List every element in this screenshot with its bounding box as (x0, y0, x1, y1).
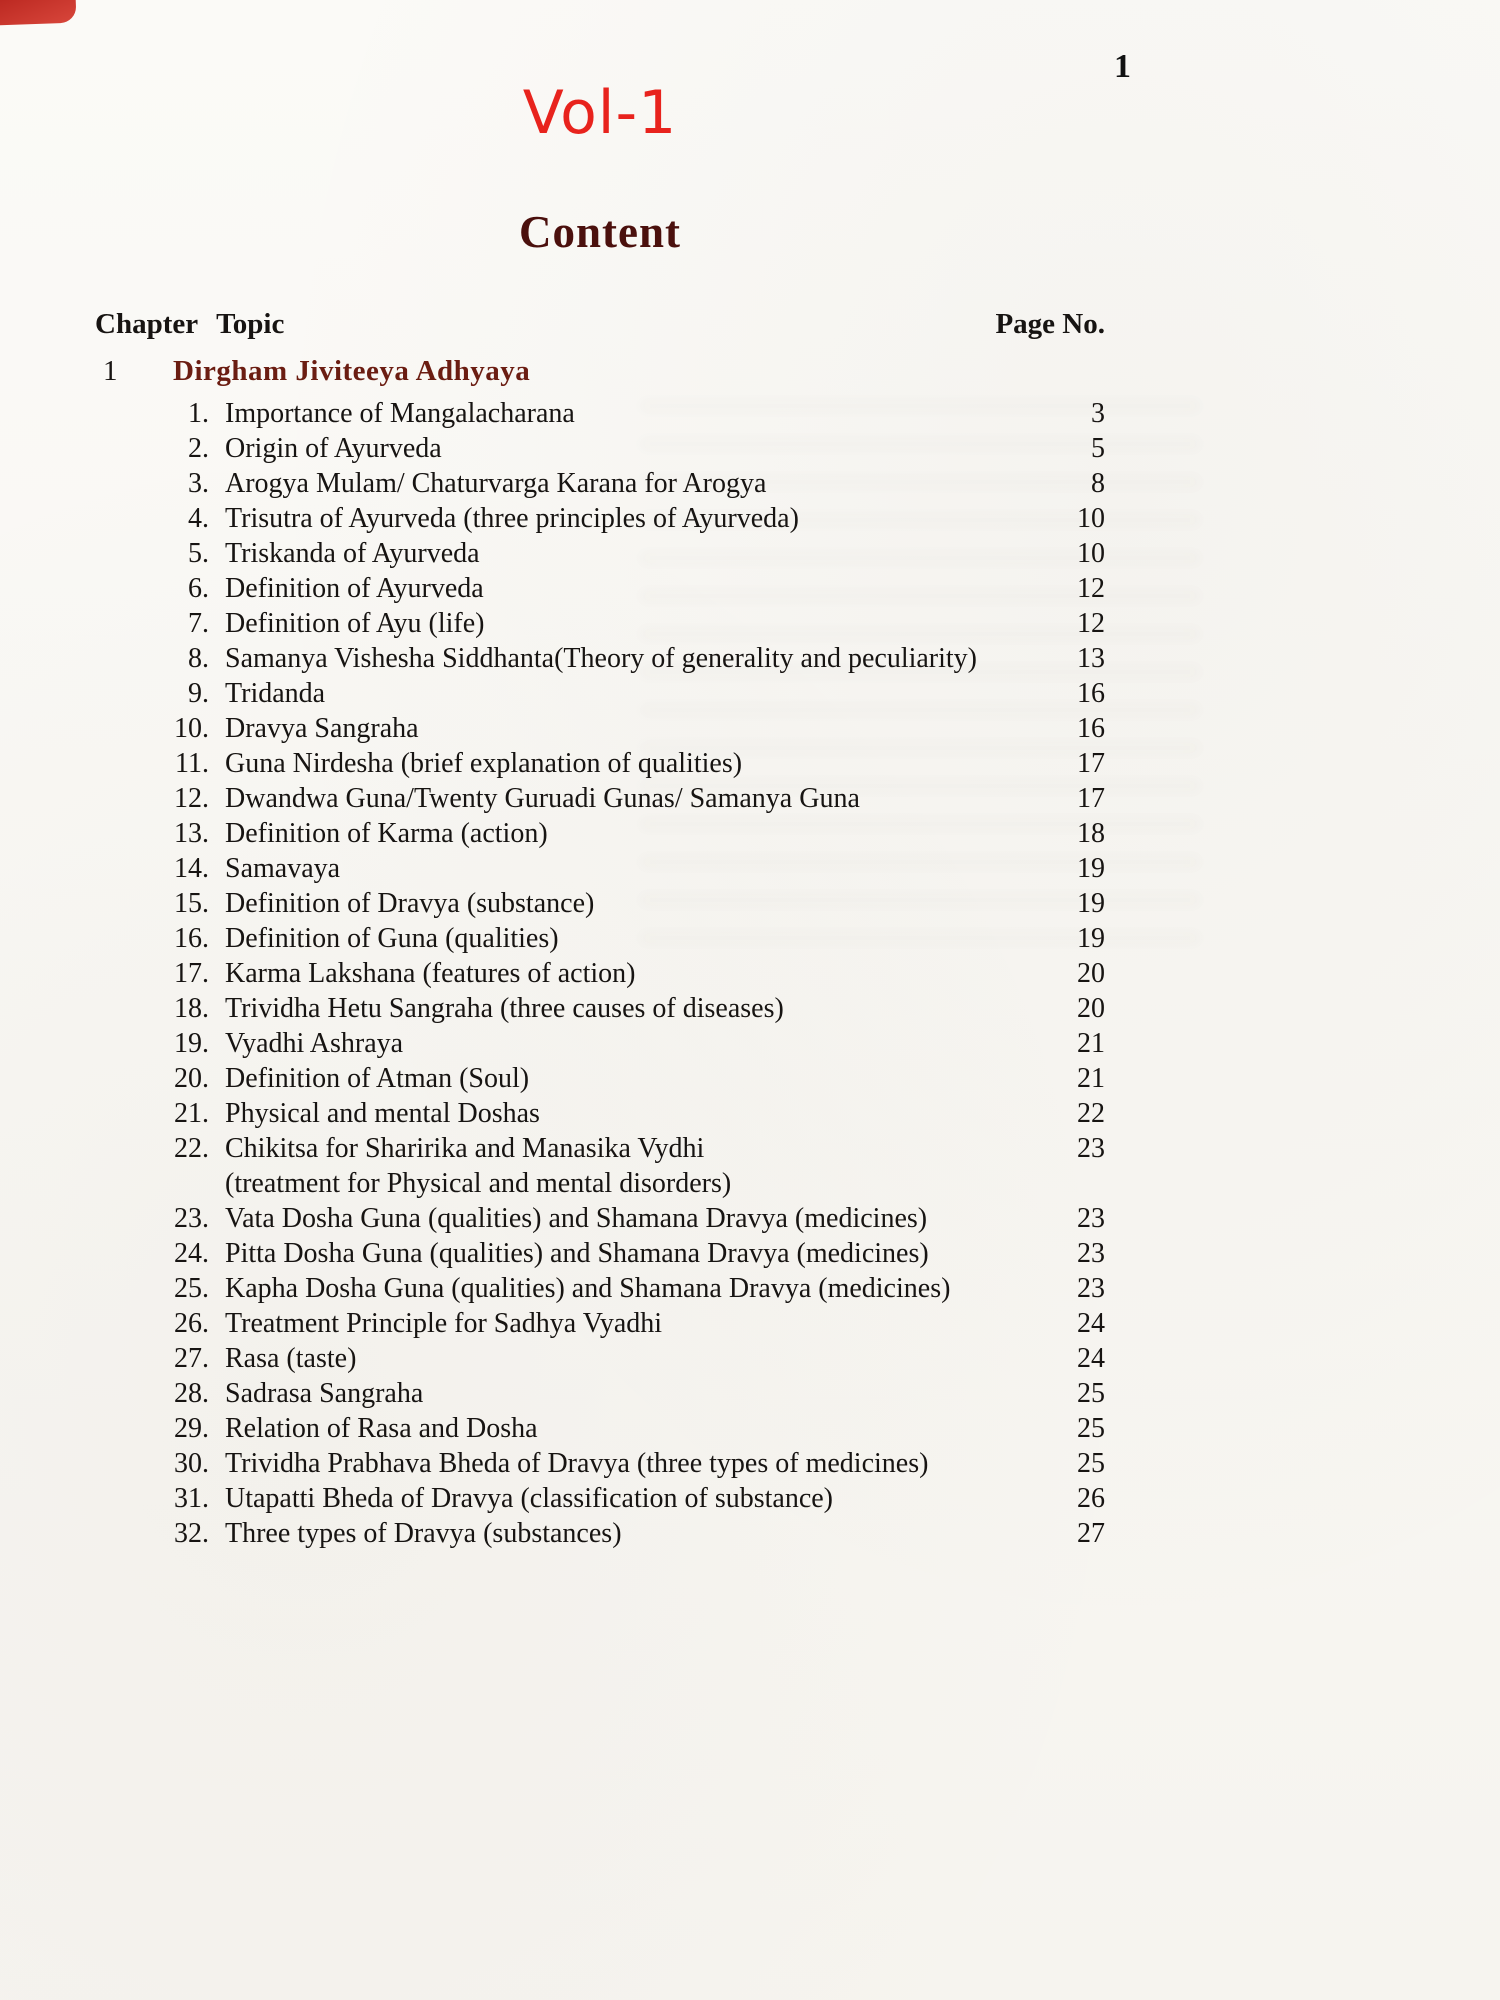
toc-item-row (143, 1376, 1105, 1411)
item-number: 1. (188, 398, 209, 429)
item-page-number: 19 (1077, 923, 1105, 954)
item-title: Sadrasa Sangraha (225, 1378, 424, 1409)
item-page-number: 18 (1077, 818, 1105, 849)
item-page-number: 12 (1077, 573, 1105, 604)
topic-column-label: Topic (216, 308, 285, 340)
toc-item-row (143, 1341, 1105, 1376)
chapter-number: 1 (103, 355, 118, 387)
item-number: 32. (174, 1518, 209, 1549)
item-page-number: 20 (1077, 993, 1105, 1024)
item-title: Definition of Ayurveda (225, 573, 484, 604)
item-page-number: 10 (1077, 538, 1105, 569)
item-number: 31. (174, 1483, 209, 1514)
item-title: Dwandwa Guna/Twenty Guruadi Gunas/ Samanya Guna (225, 783, 860, 814)
item-number: 21. (174, 1098, 209, 1129)
item-number: 23. (174, 1203, 209, 1234)
item-number: 19. (174, 1028, 209, 1059)
item-number: 22. (174, 1133, 209, 1164)
item-title: Samanya Vishesha Siddhanta(Theory of generality and peculiarity) (225, 643, 978, 674)
volume-title: Vol-1 (522, 78, 678, 148)
item-number: 3. (188, 468, 209, 499)
item-number: 12. (174, 783, 209, 814)
item-page-number: 13 (1077, 643, 1105, 674)
item-page-number: 16 (1077, 678, 1105, 709)
item-title: Definition of Dravya (substance) (225, 888, 595, 919)
item-page-number: 23 (1077, 1203, 1105, 1234)
item-number: 25. (174, 1273, 209, 1304)
toc-item-row (143, 1096, 1105, 1131)
item-number: 18. (174, 993, 209, 1024)
corner-page-number: 1 (1114, 48, 1131, 85)
item-number: 30. (174, 1448, 209, 1479)
item-number: 15. (174, 888, 209, 919)
item-page-number: 23 (1077, 1133, 1105, 1164)
item-page-number: 5 (1091, 433, 1105, 464)
item-title: Dravya Sangraha (225, 713, 419, 744)
toc-item-row (143, 886, 1105, 921)
item-title: Definition of Atman (Soul) (225, 1063, 530, 1094)
item-page-number: 26 (1077, 1483, 1105, 1514)
item-page-number: 24 (1077, 1308, 1105, 1339)
item-title: Definition of Ayu (life) (225, 608, 485, 639)
item-title: Relation of Rasa and Dosha (225, 1413, 538, 1444)
toc-items (95, 396, 1105, 1551)
item-title: Samavaya (225, 853, 341, 884)
chapter-row (95, 355, 1105, 388)
toc-item-row (143, 1306, 1105, 1341)
item-page-number: 12 (1077, 608, 1105, 639)
item-title: Vata Dosha Guna (qualities) and Shamana Dravya (medicines) (225, 1203, 928, 1234)
item-title: Treatment Principle for Sadhya Vyadhi (225, 1308, 663, 1339)
item-number: 2. (188, 433, 209, 464)
item-title: Rasa (taste) (225, 1343, 357, 1374)
toc-item-row (143, 921, 1105, 956)
toc-item-row (143, 1411, 1105, 1446)
item-number: 17. (174, 958, 209, 989)
item-title: Chikitsa for Sharirika and Manasika Vydhi (treatment for Physical and mental disorders) (225, 1131, 1033, 1201)
chapter-title: Dirgham Jiviteeya Adhyaya (173, 355, 531, 387)
item-title: Tridanda (225, 678, 326, 709)
item-title: Importance of Mangalacharana (225, 398, 575, 429)
toc-item-row (143, 1446, 1105, 1481)
chapter-column-label: Chapter (95, 308, 199, 340)
item-page-number: 10 (1077, 503, 1105, 534)
toc-item-row (143, 851, 1105, 886)
item-page-number: 16 (1077, 713, 1105, 744)
toc-item-row (143, 1236, 1105, 1271)
item-number: 13. (174, 818, 209, 849)
toc-item-row (143, 1481, 1105, 1516)
item-number: 20. (174, 1063, 209, 1094)
item-page-number: 25 (1077, 1448, 1105, 1479)
item-title: Guna Nirdesha (brief explanation of qualities) (225, 748, 743, 779)
toc-item-row (143, 711, 1105, 746)
item-title: Vyadhi Ashraya (225, 1028, 404, 1059)
toc-item-row (143, 431, 1105, 466)
toc-item-row (143, 676, 1105, 711)
toc-item-row (143, 816, 1105, 851)
item-page-number: 19 (1077, 888, 1105, 919)
item-number: 26. (174, 1308, 209, 1339)
item-page-number: 20 (1077, 958, 1105, 989)
toc-item-row (143, 501, 1105, 536)
item-title: Physical and mental Doshas (225, 1098, 540, 1129)
item-number: 8. (188, 643, 209, 674)
item-title: Origin of Ayurveda (225, 433, 442, 464)
item-number: 14. (174, 853, 209, 884)
item-number: 6. (188, 573, 209, 604)
item-page-number: 22 (1077, 1098, 1105, 1129)
item-page-number: 23 (1077, 1238, 1105, 1269)
item-title: Kapha Dosha Guna (qualities) and Shamana Dravya (medicines) (225, 1273, 951, 1304)
item-number: 16. (174, 923, 209, 954)
item-page-number: 17 (1077, 783, 1105, 814)
toc-item-row (143, 746, 1105, 781)
toc-item-row (143, 396, 1105, 431)
item-title: Arogya Mulam/ Chaturvarga Karana for Arogya (225, 468, 767, 499)
page-title: Content (519, 207, 681, 257)
item-number: 10. (174, 713, 209, 744)
item-number: 5. (188, 538, 209, 569)
item-title: Definition of Karma (action) (225, 818, 548, 849)
item-number: 4. (188, 503, 209, 534)
toc-content (95, 78, 1105, 1551)
toc-item-row (143, 991, 1105, 1026)
toc-item-row (143, 606, 1105, 641)
item-page-number: 23 (1077, 1273, 1105, 1304)
item-page-number: 19 (1077, 853, 1105, 884)
item-page-number: 17 (1077, 748, 1105, 779)
item-page-number: 8 (1091, 468, 1105, 499)
item-title-line2: (treatment for Physical and mental disorders) (225, 1168, 732, 1199)
item-title: Pitta Dosha Guna (qualities) and Shamana Dravya (medicines) (225, 1238, 929, 1269)
item-number: 29. (174, 1413, 209, 1444)
chapter-topic-header (95, 308, 302, 341)
page-no-column-label: Page No. (995, 308, 1105, 340)
item-number: 7. (188, 608, 209, 639)
item-title: Karma Lakshana (features of action) (225, 958, 636, 989)
corner-red-mark (0, 0, 76, 25)
item-title: Three types of Dravya (substances) (225, 1518, 622, 1549)
table-header (95, 308, 1105, 341)
item-title: Trisutra of Ayurveda (three principles of Ayurveda) (225, 503, 799, 534)
toc-item-row (143, 571, 1105, 606)
toc-item-row (143, 1271, 1105, 1306)
toc-item-row (143, 1516, 1105, 1551)
item-page-number: 25 (1077, 1413, 1105, 1444)
toc-item-row (143, 1131, 1105, 1201)
item-page-number: 25 (1077, 1378, 1105, 1409)
item-number: 24. (174, 1238, 209, 1269)
item-title: Definition of Guna (qualities) (225, 923, 559, 954)
item-title: Trividha Hetu Sangraha (three causes of diseases) (225, 993, 784, 1024)
item-page-number: 21 (1077, 1063, 1105, 1094)
item-title: Trividha Prabhava Bheda of Dravya (three types of medicines) (225, 1448, 929, 1479)
toc-item-row (143, 1061, 1105, 1096)
item-page-number: 27 (1077, 1518, 1105, 1549)
toc-item-row (143, 956, 1105, 991)
item-number: 28. (174, 1378, 209, 1409)
toc-item-row (143, 466, 1105, 501)
item-number: 27. (174, 1343, 209, 1374)
item-number: 11. (175, 748, 209, 779)
item-title: Utapatti Bheda of Dravya (classification of substance) (225, 1483, 834, 1514)
item-title: Triskanda of Ayurveda (225, 538, 480, 569)
toc-item-row (143, 1201, 1105, 1236)
item-page-number: 3 (1091, 398, 1105, 429)
item-page-number: 24 (1077, 1343, 1105, 1374)
toc-item-row (143, 781, 1105, 816)
toc-item-row (143, 1026, 1105, 1061)
toc-item-row (143, 641, 1105, 676)
item-page-number: 21 (1077, 1028, 1105, 1059)
item-number: 9. (188, 678, 209, 709)
toc-item-row (143, 536, 1105, 571)
